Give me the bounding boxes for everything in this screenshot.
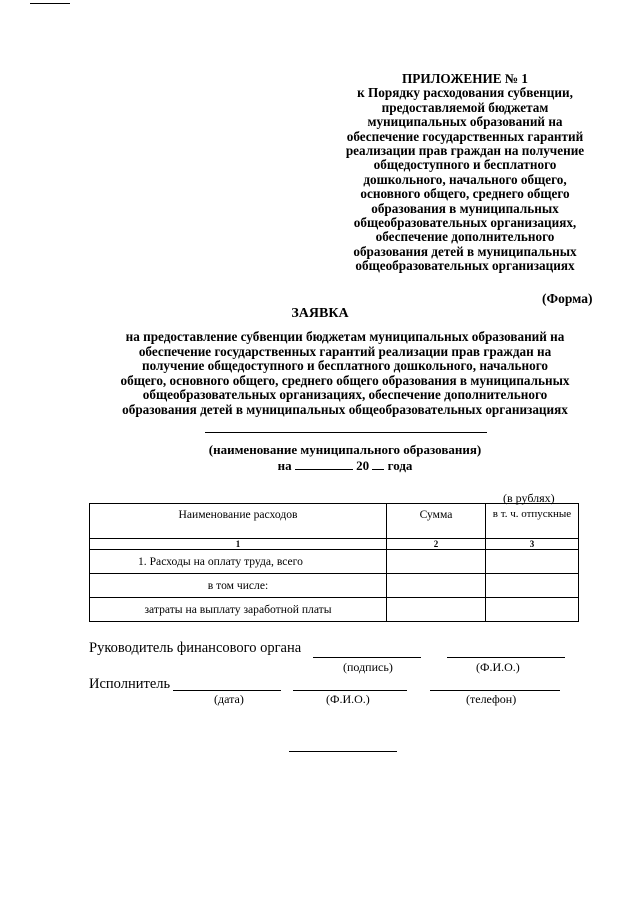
period-day-blank bbox=[295, 459, 353, 470]
executor-name-caption: (Ф.И.О.) bbox=[326, 692, 370, 706]
appendix-line: обеспечение государственных гарантий bbox=[346, 128, 584, 144]
appendix-line: образования детей в муниципальных bbox=[353, 243, 577, 259]
unit-note: (в рублях) bbox=[503, 491, 555, 505]
header-vacation: в т. ч. отпускные bbox=[486, 504, 579, 539]
column-number: 1 bbox=[90, 539, 387, 550]
head-name-caption: (Ф.И.О.) bbox=[476, 660, 520, 674]
appendix-line: реализации прав граждан на получение bbox=[345, 143, 585, 159]
row-amount-cell[interactable] bbox=[387, 598, 486, 622]
appendix-line: предоставляемой бюджетам bbox=[381, 99, 549, 115]
executor-label: Исполнитель bbox=[89, 676, 171, 692]
period-year-blank bbox=[372, 459, 384, 470]
subtitle-line: общего, основного общего, среднего общего образования в муниципальных bbox=[120, 372, 570, 388]
document-title: ЗАЯВКА bbox=[291, 306, 349, 321]
period-prefix: на bbox=[277, 458, 292, 473]
header-amount: Сумма bbox=[387, 504, 486, 539]
row-label: в том числе: bbox=[90, 574, 387, 598]
head-sign-caption: (подпись) bbox=[343, 660, 393, 674]
row-amount-cell[interactable] bbox=[387, 550, 486, 574]
subtitle-line: обеспечение государственных гарантий реализации прав граждан на bbox=[138, 343, 552, 359]
appendix-line: общедоступного и бесплатного bbox=[373, 157, 557, 173]
top-left-rule bbox=[30, 3, 70, 4]
executor-phone-line[interactable] bbox=[430, 690, 560, 691]
period-line bbox=[0, 458, 640, 474]
appendix-block bbox=[300, 72, 630, 274]
table-row bbox=[90, 574, 579, 598]
table-row bbox=[90, 598, 579, 622]
head-signature-line[interactable] bbox=[313, 657, 421, 658]
period-year-prefix: 20 bbox=[356, 458, 370, 473]
subtitle-line: получение общедоступного и бесплатного дошкольного, начального bbox=[142, 358, 548, 374]
period-suffix: года bbox=[387, 458, 413, 473]
table-column-numbers-row bbox=[90, 539, 579, 550]
subtitle-line: общеобразовательных организациях, обеспечение дополнительного bbox=[142, 387, 548, 403]
appendix-heading: ПРИЛОЖЕНИЕ № 1 bbox=[402, 71, 528, 86]
appendix-line: к Порядку расходования субвенции, bbox=[357, 85, 573, 101]
executor-name-line[interactable] bbox=[293, 690, 407, 691]
table-header-row bbox=[90, 504, 579, 539]
row-label: 1. Расходы на оплату труда, всего bbox=[90, 550, 387, 574]
appendix-line: основного общего, среднего общего bbox=[360, 186, 570, 202]
form-mark: (Форма) bbox=[542, 291, 593, 306]
table-row bbox=[90, 550, 579, 574]
phone-caption: (телефон) bbox=[466, 692, 517, 706]
appendix-line: обеспечение дополнительного bbox=[375, 229, 555, 245]
head-label: Руководитель финансового органа bbox=[89, 640, 302, 656]
document-subtitle bbox=[70, 330, 620, 418]
appendix-line: дошкольного, начального общего, bbox=[363, 171, 567, 187]
column-number: 3 bbox=[486, 539, 579, 550]
bottom-rule bbox=[289, 751, 397, 752]
municipality-caption: (наименование муниципального образования) bbox=[208, 442, 482, 457]
head-name-line[interactable] bbox=[447, 657, 565, 658]
row-label: затраты на выплату заработной платы bbox=[90, 598, 387, 622]
expenses-table bbox=[89, 503, 579, 622]
row-amount-cell[interactable] bbox=[387, 574, 486, 598]
column-number: 2 bbox=[387, 539, 486, 550]
appendix-line: образования в муниципальных bbox=[371, 200, 559, 216]
executor-date-line[interactable] bbox=[173, 690, 281, 691]
row-vacation-cell[interactable] bbox=[486, 574, 579, 598]
subtitle-line: образования детей в муниципальных общеобразовательных организациях bbox=[122, 401, 568, 417]
header-expense-name: Наименование расходов bbox=[90, 504, 387, 539]
date-caption: (дата) bbox=[214, 692, 244, 706]
municipality-fill-line bbox=[205, 432, 487, 433]
row-vacation-cell[interactable] bbox=[486, 598, 579, 622]
appendix-line: муниципальных образований на bbox=[367, 114, 563, 130]
appendix-line: общеобразовательных организациях, bbox=[353, 215, 577, 231]
row-vacation-cell[interactable] bbox=[486, 550, 579, 574]
subtitle-line: на предоставление субвенции бюджетам муниципальных образований на bbox=[125, 329, 565, 344]
appendix-line: общеобразовательных организациях bbox=[355, 258, 575, 274]
